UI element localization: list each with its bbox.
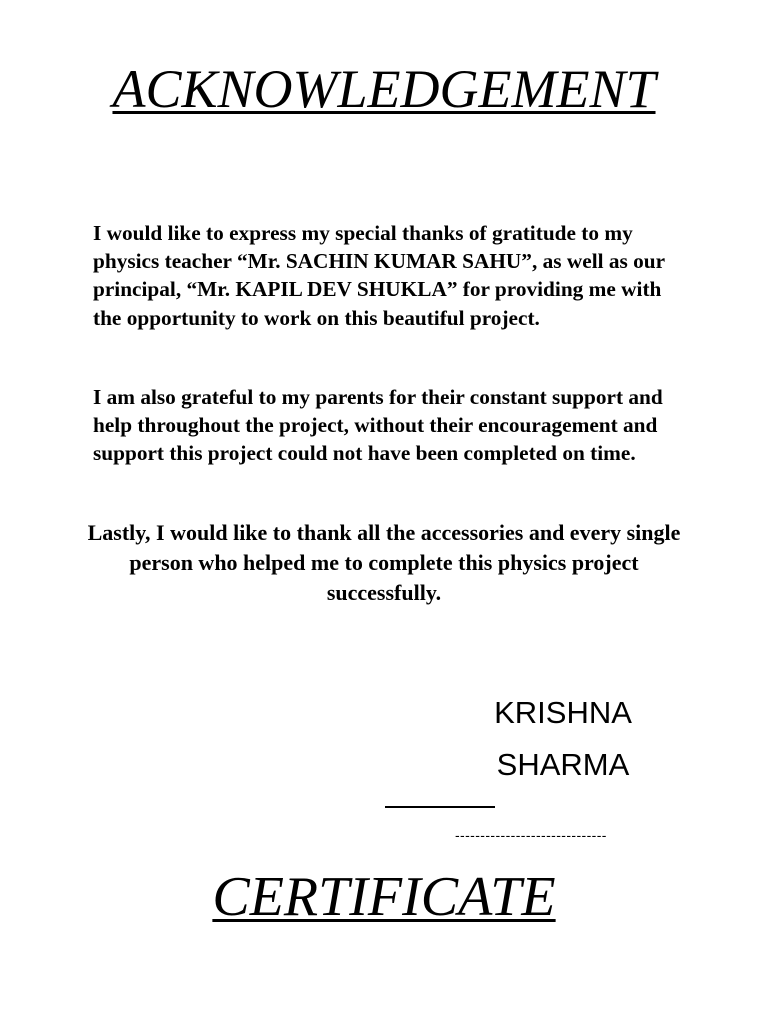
signature-last-name: SHARMA — [496, 747, 630, 782]
certificate-title: CERTIFICATE — [212, 866, 556, 928]
signature-dashed-line: ------------------------------ — [455, 827, 607, 843]
signature-line — [385, 806, 495, 808]
parents-paragraph: I am also grateful to my parents for their constant support and help throughout the project, without their encouragement and support this project could not have been completed on time. — [93, 385, 663, 466]
closing-paragraph: Lastly, I would like to thank all the accessories and every single person who helped me to complete this physics project successfully. — [87, 520, 681, 605]
signature-first-name: KRISHNA — [494, 695, 632, 730]
gratitude-paragraph: I would like to express my special thanks of gratitude to my physics teacher “Mr. SACHIN KUMAR SAHU”, as well as our principal, “Mr. KAPIL DEV SHUKLA” for providing me with the opportunity to work on this beautiful project. — [93, 221, 665, 330]
signature-block — [470, 687, 656, 791]
acknowledgement-title: ACKNOWLEDGEMENT — [112, 59, 656, 119]
